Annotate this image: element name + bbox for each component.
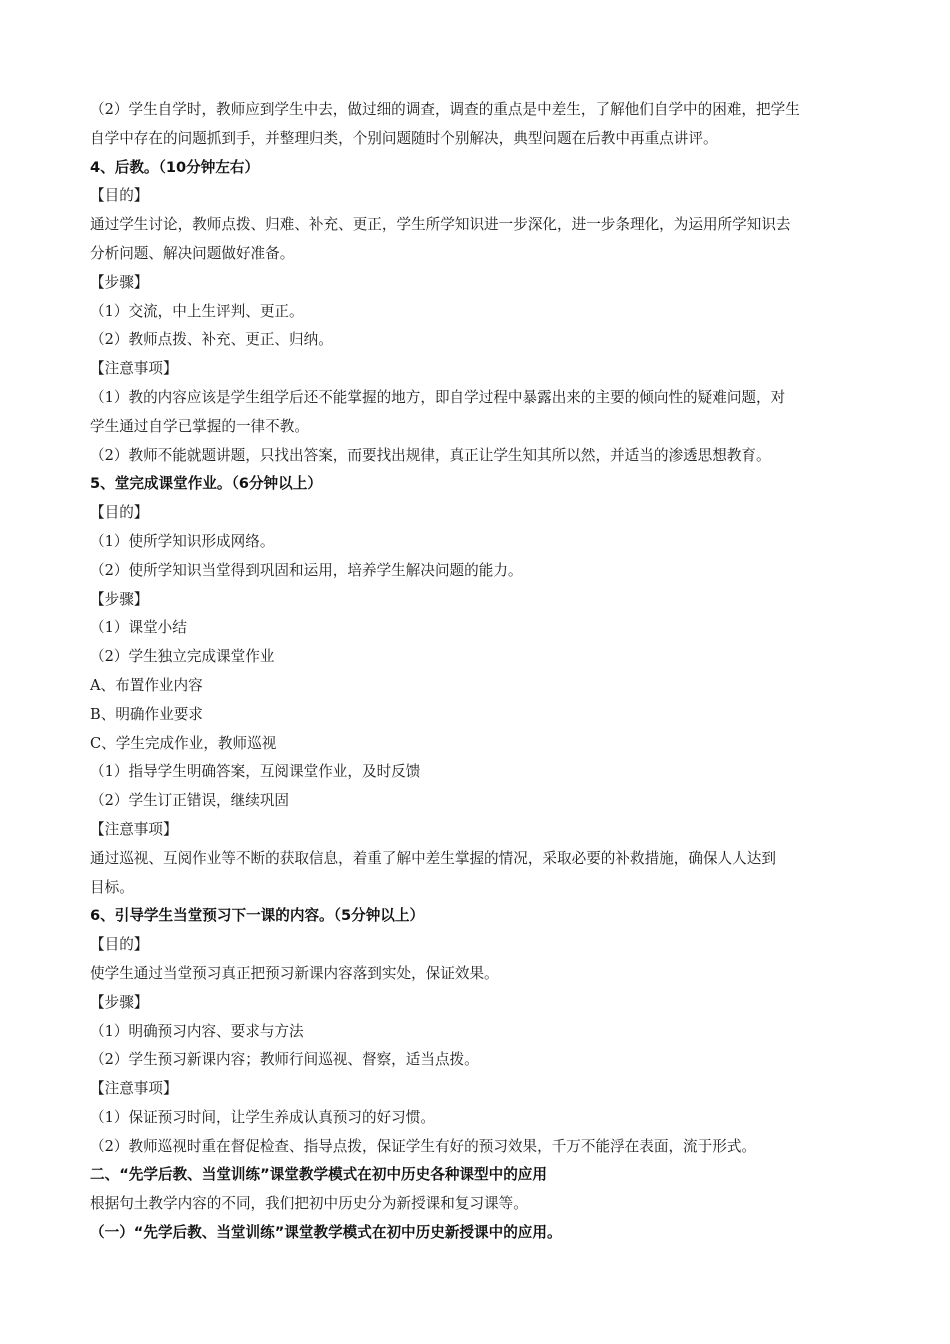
text-line: B、明确作业要求 [90,705,203,723]
text-line: （1）明确预习内容、要求与方法 [90,1022,304,1040]
text-line: 通过巡视、互阅作业等不断的获取信息，着重了解中差生掌握的情况，采取必要的补救措施，确保人人达到 [90,849,776,867]
text-line: 学生通过自学已掌握的一律不教。 [90,417,309,435]
text-line: 【目的】 [90,187,149,205]
text-line: （1）课堂小结 [90,619,187,637]
text-line: 【步骤】 [90,590,149,608]
text-line: （2）学生订正错误，继续巩固 [90,792,290,810]
text-line: （2）教师巡视时重在督促检查、指导点拨，保证学生有好的预习效果，千万不能浮在表面，流于形式。 [90,1137,757,1155]
text-line: （2）学生预习新课内容；教师行间巡视、督察，适当点拨。 [90,1051,479,1069]
text-line: A、布置作业内容 [90,676,203,694]
text-line: （2）教师不能就题讲题，只找出答案，而要找出规律，真正让学生知其所以然，并适当的渗透思想教育。 [90,446,771,464]
text-line: 分析问题、解决问题做好准备。 [90,244,295,262]
text-line: 通过学生讨论，教师点拨、归难、补充、更正，学生所学知识进一步深化，进一步条理化，为运用所学知识去 [90,216,791,234]
text-line: 【目的】 [90,936,149,954]
text-line: 自学中存在的问题抓到手，并整理归类，个别问题随时个别解决，典型问题在后教中再重点讲评。 [90,129,718,147]
text-line: （1）使所学知识形成网络。 [90,532,275,550]
text-line: 【注意事项】 [90,1080,178,1098]
text-line: （2）教师点拨、补充、更正、归纳。 [90,331,333,349]
text-line: 【步骤】 [90,993,149,1011]
text-line: （1）保证预习时间，让学生养成认真预习的好习惯。 [90,1108,435,1126]
text-line: （1）交流，中上生评判、更正。 [90,302,304,320]
text-line: 根据句土教学内容的不同，我们把初中历史分为新授课和复习课等。 [90,1195,528,1213]
document-page [90,96,862,1248]
text-line: （2）学生独立完成课堂作业 [90,648,275,666]
section-heading: 6、引导学生当堂预习下一课的内容。（5分钟以上） [90,907,425,925]
section-heading: 5、堂完成课堂作业。（6分钟以上） [90,475,322,493]
text-line: 【目的】 [90,504,149,522]
text-line: （1）指导学生明确答案，互阅课堂作业，及时反馈 [90,763,421,781]
text-line: 使学生通过当堂预习真正把预习新课内容落到实处，保证效果。 [90,964,499,982]
section-heading: 4、后教。（10分钟左右） [90,158,260,176]
text-line: 【注意事项】 [90,360,178,378]
text-line: C、学生完成作业，教师巡视 [90,734,277,752]
text-line: （2）学生自学时，教师应到学生中去，做过细的调查，调查的重点是中差生，了解他们自学中的困难，把学生 [90,101,800,118]
text-line: 【步骤】 [90,273,149,291]
section-heading: 二、“先学后教、当堂训练”课堂教学模式在初中历史各种课型中的应用 [90,1166,547,1184]
section-heading: （一）“先学后教、当堂训练”课堂教学模式在初中历史新授课中的应用。 [90,1224,562,1242]
text-line: （2）使所学知识当堂得到巩固和运用，培养学生解决问题的能力。 [90,561,523,579]
text-line: 目标。 [90,878,134,896]
text-line: 【注意事项】 [90,820,178,838]
text-line: （1）教的内容应该是学生组学后还不能掌握的地方，即自学过程中暴露出来的主要的倾向性的疑难问题，对 [90,388,786,406]
